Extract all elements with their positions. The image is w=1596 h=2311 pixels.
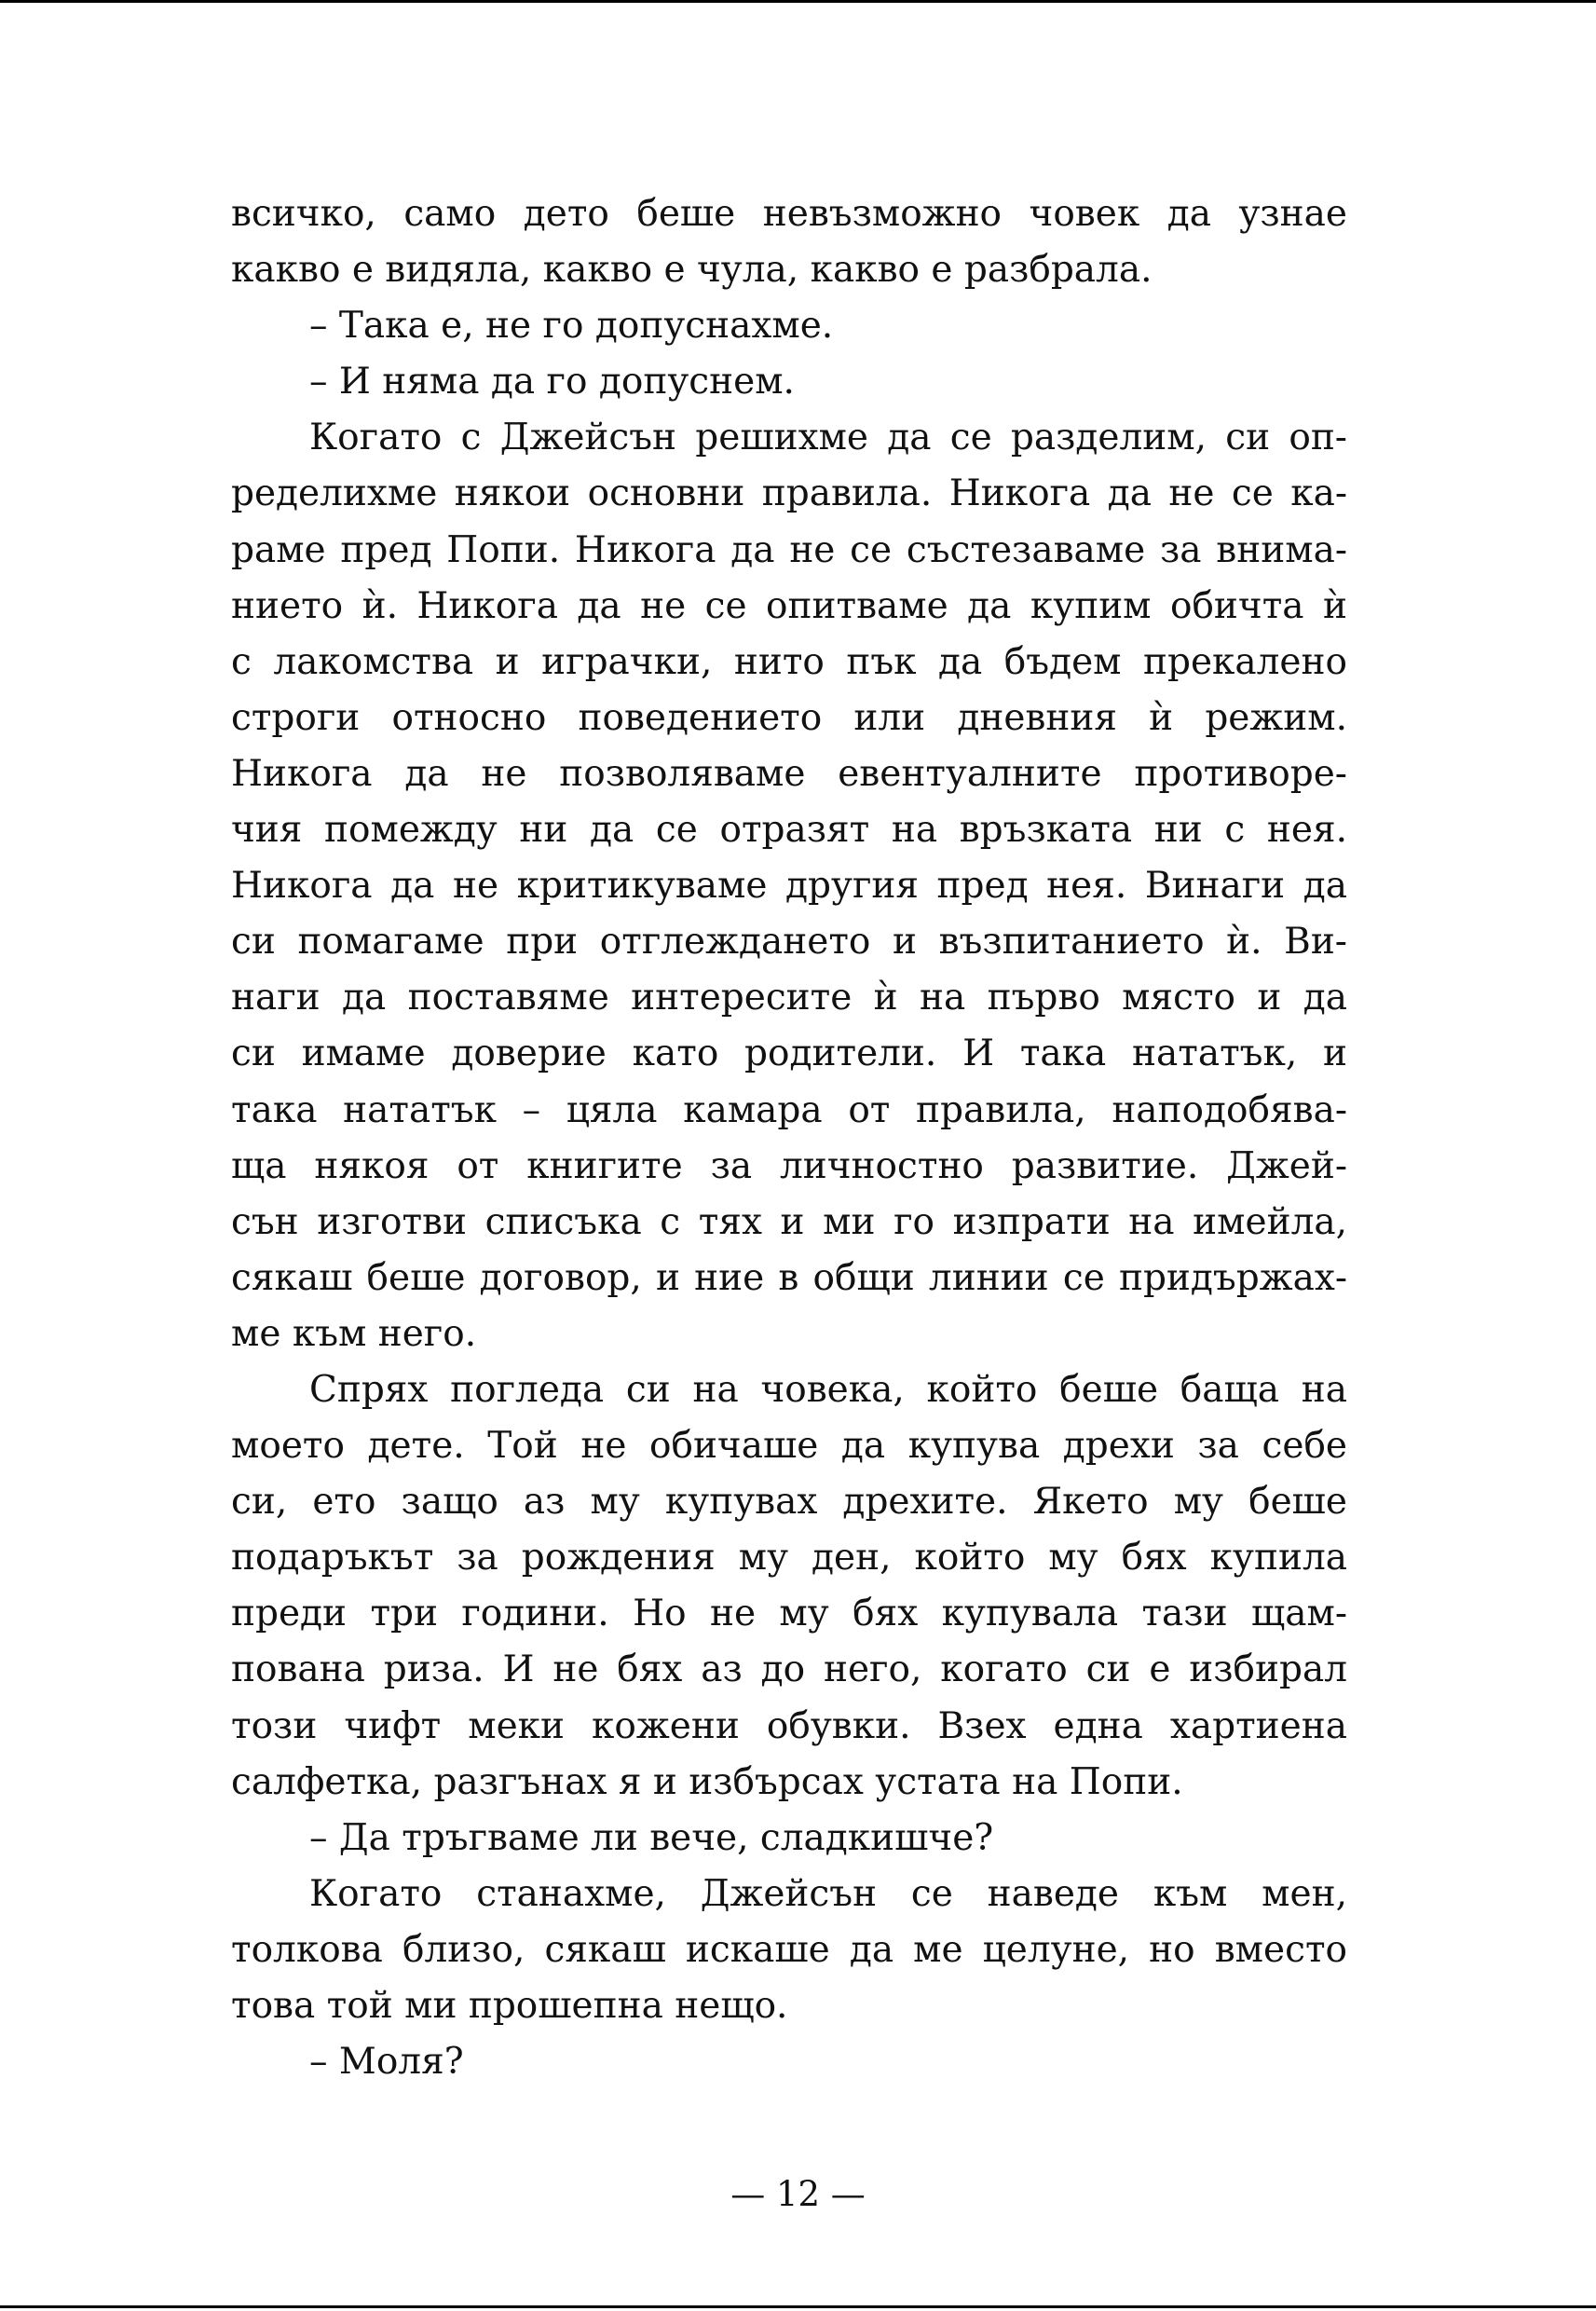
text-line: наги да поставяме интересите ѝ на първо място и да [231,977,1347,1019]
bottom-border-rule [0,2305,1596,2308]
text-line: толкова близо, сякаш искаше да ме целуне, но вместо [231,1928,1347,1971]
text-line: подаръкът за рождения му ден, който му бях купила [231,1537,1347,1579]
text-line: си, ето защо аз му купувах дрехите. Якето му беше [231,1481,1347,1524]
text-line: нието ѝ. Никога да не се опитваме да купим обичта ѝ [231,584,1347,627]
text-line: сън изготви списъка с тях и ми го изпрати на имейла, [231,1200,1347,1243]
text-line: Когато станахме, Джейсън се наведе към мен, [309,1872,1347,1915]
text-line: – Така е, не го допуснахме. [309,305,834,348]
text-line: това той ми прошепна нещо. [231,1985,788,2027]
text-line: моето дете. Той не обичаше да купува дрехи за себе [231,1425,1347,1468]
text-line: строги относно поведението или дневния ѝ режим. [231,696,1347,739]
text-line: раме пред Попи. Никога да не се състезаваме за внима- [231,528,1347,571]
text-line: Никога да не позволяваме евентуалните противоре- [231,752,1347,795]
text-line: си помагаме при отглеждането и възпитанието ѝ. Ви- [231,921,1347,964]
text-line: Спрях погледа си на човека, който беше баща на [309,1368,1347,1411]
text-line: салфетка, разгънах я и избърсах устата на Попи. [231,1760,1183,1803]
text-line: всичко, само дето беше невъзможно човек да узнае [231,193,1347,235]
text-line: Когато с Джейсън решихме да се разделим, си оп- [309,417,1347,459]
text-line: си имаме доверие като родители. И така нататък, и [231,1032,1347,1075]
text-line: какво е видяла, какво е чула, какво е разбрала. [231,249,1153,292]
text-line: чия помежду ни да се отразят на връзката ни с нея. [231,809,1347,852]
text-line: пована риза. И не бях аз до него, когато си е избирал [231,1648,1347,1691]
text-line: сякаш беше договор, и ние в общи линии се придържах- [231,1256,1347,1299]
page-number: — 12 — [730,2174,866,2214]
text-line: с лакомства и играчки, нито пък да бъдем прекалено [231,640,1347,683]
text-line: – Моля? [309,2041,464,2084]
text-line: Никога да не критикуваме другия пред нея. Винаги да [231,865,1347,908]
top-border-rule [0,0,1596,3]
text-line: – Да тръгваме ли вече, сладкишче? [309,1816,994,1859]
body-text [231,186,1347,2090]
text-line: ределихме някои основни правила. Никога да не се ка- [231,472,1347,515]
text-line: ща някоя от книгите за личностно развитие. Джей- [231,1144,1347,1187]
text-line: този чифт меки кожени обувки. Взех една хартиена [231,1704,1347,1747]
text-line: преди три години. Но не му бях купувала тази щам- [231,1593,1347,1635]
text-line: ме към него. [231,1312,477,1355]
text-line: така нататък – цяла камара от правила, наподобява- [231,1088,1347,1131]
text-line: – И няма да го допуснем. [309,361,795,403]
